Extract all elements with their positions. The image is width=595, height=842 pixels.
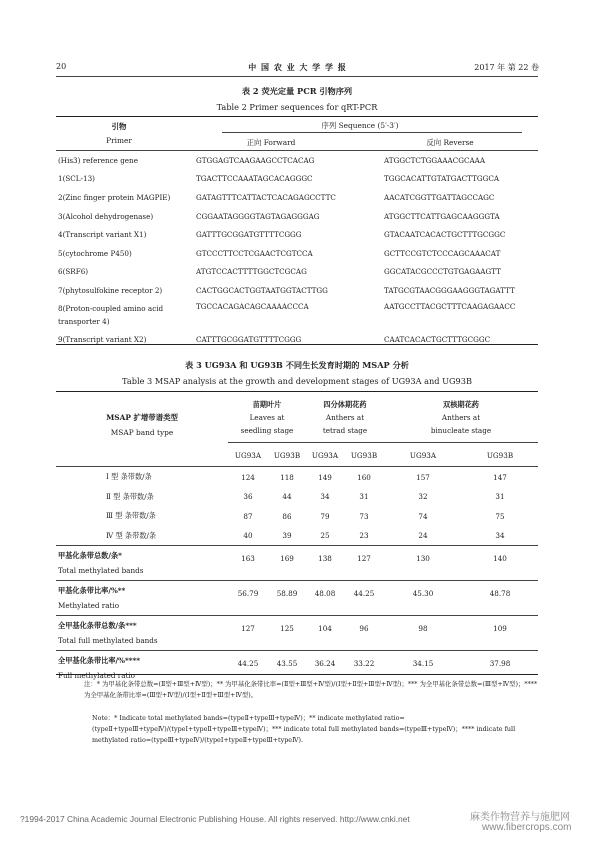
summary-value-cell: 127: [344, 546, 384, 581]
band-count-cell: 34: [495, 531, 505, 540]
page-number: 20: [56, 62, 67, 71]
summary-value-cell: 125: [268, 616, 306, 651]
primer-row: [56, 188, 538, 207]
table2-seq-header: 序列 Sequence (5′-3′): [321, 121, 399, 130]
band-type-header: [56, 410, 228, 440]
summary-value-cell: 44.25: [344, 581, 384, 616]
strain-ug93b-header: UG93B: [486, 451, 514, 461]
primer-row: [56, 207, 538, 226]
reverse-sequence: TATGCGTAACGGGAAGGGTAGATTT: [384, 285, 515, 295]
forward-sequence: GATTTGCGGATGTTTTCGGG: [196, 230, 302, 240]
strain-ug93b-header: UG93B: [273, 451, 301, 461]
band-type-row: [56, 468, 538, 488]
primer-name-text: 5(cytochrome P450): [58, 248, 132, 258]
summary-value-cell: 44.25: [228, 651, 268, 686]
primer-header-en: Primer: [106, 136, 132, 145]
forward-sequence: GTCCCTTCCTCGAACTCGTCCA: [196, 248, 313, 258]
primer-name-text-line2: transporter 4): [58, 316, 110, 326]
band-count-cell: 87: [243, 511, 253, 521]
primer-row: [56, 151, 538, 170]
band-count-cell: 24: [418, 531, 428, 540]
band-count-cell: 32: [418, 492, 428, 502]
stage-seedling-en2: seedling stage: [240, 426, 294, 435]
summary-label-cn: 全甲基化条带总数/条***: [58, 621, 137, 630]
summary-value-cell: 33.22: [344, 651, 384, 686]
summary-label-cn: 甲基化条带总数/条*: [58, 551, 122, 560]
summary-label-en: Methylated ratio: [58, 601, 120, 610]
reverse-sequence: ATGGCTTCATTGAGCAAGGGTA: [384, 211, 500, 221]
stage-tetrad-en2: tetrad stage: [322, 426, 368, 435]
primer-name: [56, 281, 184, 300]
reverse-sequence: ATGGCTCTGGAAACGCAAA: [384, 155, 486, 165]
table3-bottom-rule: [56, 674, 538, 675]
primer-header-cn: 引物: [111, 122, 127, 131]
summary-value-cell: 169: [268, 546, 306, 581]
summary-label: [56, 546, 228, 581]
seq-header-rule: [222, 132, 522, 133]
band-count-cell: 149: [318, 472, 332, 482]
forward-sequence: CATTTGCGGATGTTTTCGGG: [196, 334, 302, 344]
primer-name: [56, 188, 184, 207]
band-count-cell: 31: [495, 492, 505, 502]
band-type-header-en: MSAP band type: [110, 428, 174, 437]
stage-binucleate-cn: 双核期花药: [443, 400, 479, 409]
band-type-row: [56, 526, 538, 546]
summary-label-en: Total full methylated bands: [58, 636, 158, 645]
band-count-cell: 31: [359, 492, 369, 502]
reverse-sequence: AACATCGGTTGATTAGCCAGC: [384, 192, 495, 202]
summary-value-cell: 48.08: [306, 581, 344, 616]
forward-sequence: GTGGAGTCAAGAAGCCTCACAG: [196, 155, 315, 165]
band-type-label: Ⅱ 型 条带数/条: [106, 491, 154, 501]
strain-ug93a-header: UG93A: [234, 451, 262, 461]
reverse-sequence: GTACAATCACACTGCTTTGCGGC: [384, 230, 506, 240]
strain-ug93a-header: UG93A: [409, 451, 437, 461]
stage-tetrad-en1: Anthers at: [325, 413, 365, 422]
band-type-label: Ⅳ 型 条带数/条: [106, 530, 157, 540]
summary-label-cn: 全甲基化条带比率/%****: [58, 656, 140, 666]
table2-caption-en: Table 2 Primer sequences for qRT-PCR: [216, 102, 378, 112]
stage-seedling-header: [228, 398, 306, 437]
reverse-sequence: CAATCACACTGCTTTGCGGC: [384, 334, 491, 344]
table3-top-rule: [56, 391, 538, 392]
summary-value-cell: 109: [462, 616, 538, 651]
summary-value-cell: 140: [462, 546, 538, 581]
primer-name: [56, 170, 184, 189]
summary-row: [56, 546, 538, 581]
primer-name-text: 7(phytosulfokine receptor 2): [58, 285, 163, 295]
summary-value-cell: 36.24: [306, 651, 344, 686]
forward-sequence: CACTGGCACTGGTAATGGTACTTGG: [196, 285, 328, 295]
stage-seedling-cn: 苗期叶片: [252, 400, 282, 409]
forward-sequence: ATGTCCACTTTTGGCTCGCAG: [196, 267, 307, 277]
stage-binucleate-header: [384, 398, 538, 437]
table2-caption-cn: 表 2 荧光定量 PCR 引物序列: [241, 86, 353, 96]
table3-caption-en: Table 3 MSAP analysis at the growth and development stages of UG93A and UG93B: [122, 376, 472, 386]
primer-name-text: 2(Zinc finger protein MAGPIE): [58, 192, 171, 202]
primer-name: [56, 225, 184, 244]
primer-name-text: 1(SCL-13): [58, 174, 95, 184]
band-count-cell: 157: [416, 472, 430, 482]
band-type-header-cn: MSAP 扩增带谱类型: [106, 413, 178, 422]
watermark-site-url: www.fibercrops.com: [482, 822, 572, 833]
primer-row: [56, 263, 538, 282]
stage-tetrad-header: [306, 398, 384, 437]
summary-row: [56, 616, 538, 651]
stage-tetrad-cn: 四分体期花药: [323, 400, 367, 409]
reverse-sequence: GGCATACGCCCTGTGAGAAGTT: [384, 267, 501, 277]
band-count-cell: 39: [282, 531, 292, 540]
summary-value-cell: 34.15: [384, 651, 462, 686]
summary-value-cell: 127: [228, 616, 268, 651]
summary-value-cell: 56.79: [228, 581, 268, 616]
summary-value-cell: 43.55: [268, 651, 306, 686]
primer-row: [56, 300, 538, 330]
primer-name: [56, 263, 184, 282]
primer-name-text: 4(Transcript variant X1): [58, 230, 147, 240]
band-count-cell: 118: [280, 472, 294, 482]
primer-name: [56, 207, 184, 226]
primer-name: [56, 244, 184, 263]
primer-row: [56, 281, 538, 300]
band-count-cell: 74: [418, 511, 428, 521]
table3-caption-cn: 表 3 UG93A 和 UG93B 不同生长发育时期的 MSAP 分析: [185, 360, 409, 370]
band-count-cell: 40: [243, 531, 253, 540]
reverse-header: 反向 Reverse: [426, 138, 474, 147]
stage-header-rule: [228, 442, 538, 443]
primer-row: [56, 244, 538, 263]
watermark-site-name: 麻类作物营养与施肥网: [470, 812, 570, 823]
band-type-label: Ⅲ 型 条带数/条: [106, 511, 156, 521]
summary-label: [56, 581, 228, 616]
band-count-cell: 25: [320, 531, 330, 540]
forward-header: 正向 Forward: [246, 138, 296, 147]
band-count-cell: 73: [359, 511, 369, 521]
summary-value-cell: 37.98: [462, 651, 538, 686]
header-rule: [56, 76, 538, 77]
summary-value-cell: 58.89: [268, 581, 306, 616]
summary-label-cn: 甲基化条带比率/%**: [58, 586, 126, 595]
band-type-row: [56, 487, 538, 507]
band-type-label: Ⅰ 型 条带数/条: [106, 472, 152, 482]
summary-label: [56, 616, 228, 651]
copyright-footer: ?1994-2017 China Academic Journal Electronic Publishing House. All rights reserved. http://www.cnki.net: [20, 814, 410, 824]
summary-label-en: Full methylated ratio: [58, 671, 135, 681]
strain-ug93a-header: UG93A: [311, 451, 339, 461]
table2-top-rule: [56, 116, 538, 117]
band-type-row: [56, 507, 538, 527]
primer-name: [56, 151, 184, 170]
summary-value-cell: 130: [384, 546, 462, 581]
band-count-cell: 160: [357, 472, 371, 482]
band-count-cell: 36: [243, 492, 253, 502]
table2-bottom-rule: [56, 344, 538, 345]
primer-name: [56, 330, 184, 349]
forward-sequence: TGACTTCCAAATAGCACAGGGC: [196, 174, 313, 184]
band-count-cell: 34: [320, 492, 330, 502]
summary-value-cell: 163: [228, 546, 268, 581]
primer-name-text: (His3) reference gene: [58, 155, 138, 165]
band-count-cell: 44: [282, 492, 292, 502]
primer-table: [56, 151, 538, 348]
primer-name-text: 6(SRF6): [58, 267, 89, 277]
summary-value-cell: 45.30: [384, 581, 462, 616]
primer-name: [56, 300, 184, 330]
primer-name-text: 8(Proton-coupled amino acid: [58, 303, 164, 313]
band-count-cell: 124: [241, 472, 255, 482]
band-count-cell: 147: [493, 472, 507, 482]
primer-name-text: 9(Transcript variant X2): [58, 334, 147, 344]
reverse-sequence: TGGCACATTGTATGACTTGGCA: [384, 174, 500, 184]
primer-name-text: 3(Alcohol dehydrogenase): [58, 211, 154, 221]
table2-primer-header: [56, 120, 182, 148]
reverse-sequence: GCTTCCGTCTCCCAGCAAACAT: [384, 248, 501, 258]
summary-value-cell: 138: [306, 546, 344, 581]
band-count-cell: 79: [320, 511, 330, 521]
strain-header-row: [56, 446, 538, 466]
summary-row: [56, 581, 538, 616]
primer-row: [56, 225, 538, 244]
stage-binucleate-en2: binucleate stage: [430, 426, 492, 435]
band-count-cell: 23: [359, 531, 369, 540]
reverse-sequence: AATGCCTTACGCTTTCAAGAGAACC: [384, 301, 516, 311]
stage-binucleate-en1: Anthers at: [441, 413, 481, 422]
summary-label-en: Total methylated bands: [58, 566, 144, 575]
forward-sequence: GATAGTTTCATTACTCACAGAGCCTTC: [196, 192, 336, 202]
journal-name: 中 国 农 业 大 学 学 报: [248, 62, 347, 72]
forward-sequence: CGGAATAGGGGTAGTAGAGGGAG: [196, 211, 320, 221]
primer-row: [56, 330, 538, 349]
summary-value-cell: 48.78: [462, 581, 538, 616]
forward-sequence: TGCCACAGACAGCAAAACCCA: [196, 301, 309, 311]
strain-ug93b-header: UG93B: [350, 451, 378, 461]
msap-table: [56, 446, 538, 686]
summary-value-cell: 104: [306, 616, 344, 651]
band-count-cell: 86: [282, 511, 292, 521]
table3-note-en: Note：* Indicate total methylated bands=(typeⅡ+typeⅢ+typeⅣ)；** indicate methylated ratio=(typeⅡ+typeⅢ+typeⅣ)/(typeⅠ+typeⅡ+typeⅢ+typeⅣ)；*** indicate total full methylated bands=(typeⅢ+typeⅣ)；**** indicate full methylated ratio=(typeⅢ+typeⅣ)/(typeⅠ+typeⅡ+typeⅢ+typeⅣ).: [92, 714, 516, 744]
table3-note-cn: 注：* 为甲基化条带总数=(Ⅱ型+Ⅲ型+Ⅳ型)；** 为甲基化条带比率=(Ⅱ型+Ⅲ型+Ⅳ型)/(Ⅰ型+Ⅱ型+Ⅲ型+Ⅳ型)；*** 为全甲基化条带总数=(Ⅲ型+Ⅳ型)；**** 为全甲基化条带比率=(Ⅲ型+Ⅳ型)/(Ⅰ型+Ⅱ型+Ⅲ型+Ⅳ型)。: [84, 680, 538, 699]
stage-seedling-en1: Leaves at: [249, 413, 285, 422]
year-volume: 2017 年 第 22 卷: [474, 63, 539, 72]
band-count-cell: 75: [495, 511, 505, 521]
summary-value-cell: 98: [384, 616, 462, 651]
primer-row: [56, 170, 538, 189]
summary-value-cell: 96: [344, 616, 384, 651]
